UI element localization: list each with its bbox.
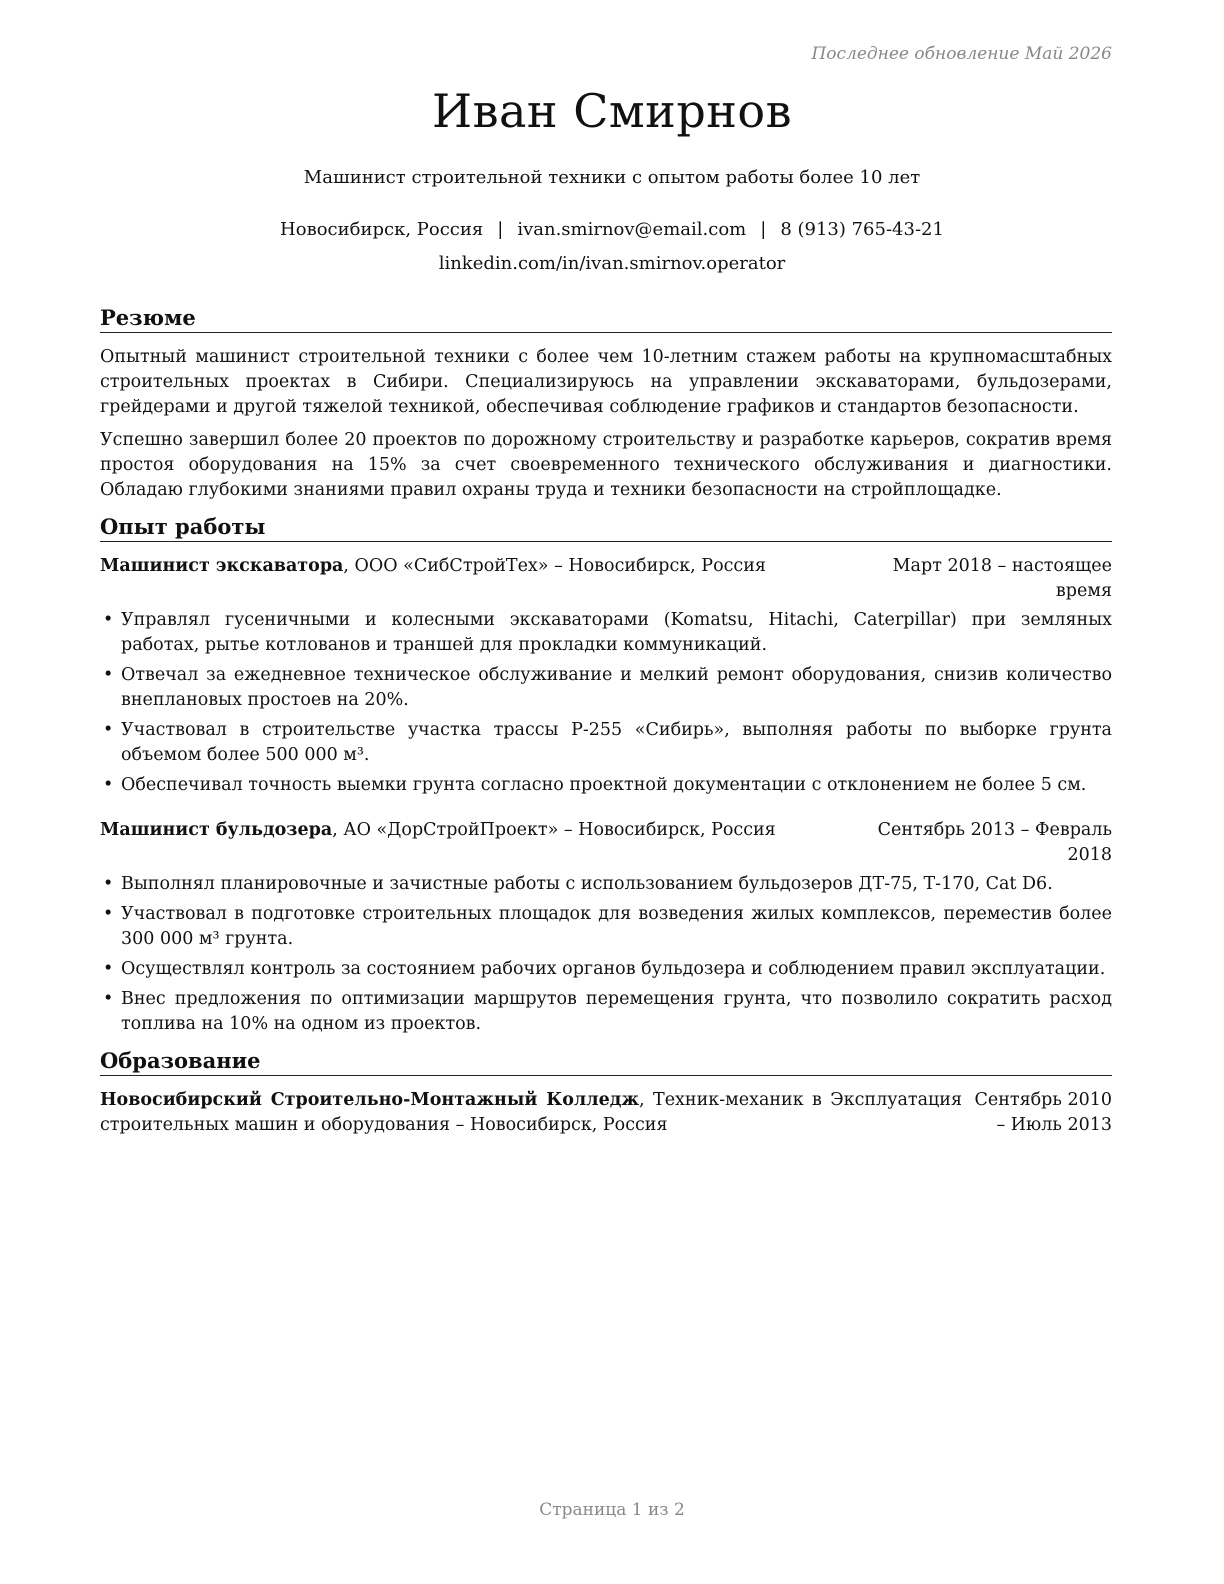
contact-linkedin[interactable]: linkedin.com/in/ivan.smirnov.operator: [438, 253, 786, 274]
summary-section: [100, 304, 1112, 503]
bullet-text: Отвечал за ежедневное техническое обслуживание и мелкий ремонт оборудования, снизив количество внеплановых простоев на 20%.: [121, 665, 1112, 710]
education-institution: Новосибирский Строительно-Монтажный Колледж: [100, 1090, 640, 1110]
job-dates: Март 2018 – настоящее время: [892, 556, 1112, 601]
bullet-text: Внес предложения по оптимизации маршрутов перемещения грунта, что позволило сократить расход топлива на 10% на одном из проектов.: [121, 989, 1112, 1034]
job-header: [100, 818, 1112, 868]
bullet-icon: •: [103, 904, 114, 924]
contact-location: Новосибирск, Россия: [280, 219, 484, 240]
job-company: , АО «ДорСтройПроект» – Новосибирск, Россия: [332, 820, 776, 840]
resume-body: [100, 304, 1112, 1148]
bullet-icon: •: [103, 665, 114, 685]
candidate-headline: Машинист строительной техники с опытом работы более 10 лет: [303, 167, 921, 188]
page-number: Страница 1 из 2: [539, 1500, 685, 1520]
bullet-text: Управлял гусеничными и колесными экскаваторами (Komatsu, Hitachi, Caterpillar) при земляных работах, рытье котлованов и траншей для прокладки коммуникаций.: [121, 610, 1112, 655]
job-header: [100, 554, 1112, 604]
education-entry: [100, 1088, 1112, 1138]
list-item: [100, 663, 1112, 713]
education-description: [100, 1088, 962, 1138]
bullet-icon: •: [103, 775, 114, 795]
list-item: [100, 872, 1112, 897]
education-section: [100, 1047, 1112, 1138]
job-bullets: [100, 608, 1112, 798]
job-role: Машинист экскаватора: [100, 556, 344, 576]
contact-line: [0, 219, 1224, 240]
candidate-name: Иван Смирнов: [431, 84, 793, 138]
bullet-icon: •: [103, 610, 114, 630]
education-details: , Техник-механик в Эксплуатация строительных машин и оборудования – Новосибирск, Россия: [100, 1090, 963, 1135]
job-title-line: [100, 818, 872, 843]
contact-separator: |: [760, 219, 767, 240]
list-item: [100, 987, 1112, 1037]
list-item: [100, 957, 1112, 982]
section-title-education: Образование: [100, 1047, 1112, 1076]
contact-email[interactable]: ivan.smirnov@email.com: [517, 219, 747, 240]
bullet-text: Обеспечивал точность выемки грунта согласно проектной документации с отклонением не более 5 см.: [121, 775, 1087, 795]
summary-paragraph: Успешно завершил более 20 проектов по дорожному строительству и разработке карьеров, сократив время простоя оборудования на 15% за счет своевременного технического обслуживания и диагностики. Обладаю глубокими знаниями правил охраны труда и техники безопасности на стройплощадке.: [100, 430, 1112, 500]
section-title-experience: Опыт работы: [100, 513, 1112, 542]
bullet-icon: •: [103, 959, 114, 979]
contact-separator: |: [497, 219, 504, 240]
experience-section: [100, 513, 1112, 1037]
job-title-line: [100, 554, 872, 579]
list-item: [100, 608, 1112, 658]
job-company: , ООО «СибСтройТех» – Новосибирск, Россия: [343, 556, 766, 576]
bullet-icon: •: [103, 874, 114, 894]
job-bullets: [100, 872, 1112, 1037]
job-dates: Сентябрь 2013 – Февраль 2018: [877, 820, 1112, 865]
list-item: [100, 718, 1112, 768]
bullet-text: Участвовал в подготовке строительных площадок для возведения жилых комплексов, переместив более 300 000 м³ грунта.: [121, 904, 1112, 949]
bullet-text: Осуществлял контроль за состоянием рабочих органов бульдозера и соблюдением правил эксплуатации.: [121, 959, 1106, 979]
job-role: Машинист бульдозера: [100, 820, 333, 840]
list-item: [100, 773, 1112, 798]
summary-paragraph: Опытный машинист строительной техники с более чем 10-летним стажем работы на крупномасштабных строительных проектах в Сибири. Специализируюсь на управлении экскаваторами, бульдозерами, грейдерами и другой тяжелой техникой, обеспечивая соблюдение графиков и стандартов безопасности.: [100, 347, 1112, 417]
bullet-text: Выполнял планировочные и зачистные работы с использованием бульдозеров ДТ-75, Т-170, Cat D6.: [121, 874, 1053, 894]
job-entry: [100, 818, 1112, 1037]
bullet-icon: •: [103, 720, 114, 740]
education-dates: Сентябрь 2010 – Июль 2013: [974, 1090, 1112, 1135]
bullet-text: Участвовал в строительстве участка трассы Р-255 «Сибирь», выполняя работы по выборке грунта объемом более 500 000 м³.: [121, 720, 1112, 765]
job-entry: [100, 554, 1112, 798]
bullet-icon: •: [103, 989, 114, 1009]
list-item: [100, 902, 1112, 952]
contact-phone: 8 (913) 765-43-21: [780, 219, 944, 240]
last-updated-note: Последнее обновление Май 2026: [811, 44, 1112, 64]
section-title-summary: Резюме: [100, 304, 1112, 333]
